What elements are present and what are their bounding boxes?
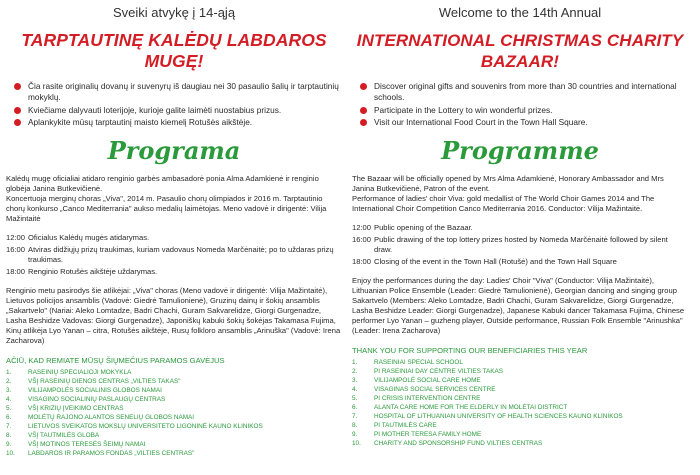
schedule-row <box>6 233 342 243</box>
choir-text: Performance of ladies' choir Viva: gold medallist of The World Choir Games 2014 and The International Choir Competition Canco Mediterrania 2016. Conductor: Vilija Mažintaitė. <box>352 194 655 213</box>
beneficiaries-list <box>352 358 688 448</box>
english-column <box>352 0 688 475</box>
schedule-time: 12:00 <box>352 223 372 232</box>
highlight-item: Participate in the Lottery to win wonderful prizes. <box>360 105 688 116</box>
beneficiary-item: 1. RASEINIŲ SPECIALIOJI MOKYKLA <box>6 369 132 376</box>
schedule-desc: Atviras didžiųjų prizų traukimas, kuriam vadovaus Nomeda Marčėnaitė; po to uždaras prizų traukimas. <box>28 245 334 264</box>
schedule-time: 12:00 <box>6 233 26 242</box>
beneficiary-item: 2. PI RASEINIAI DAY CENTRE VILTIES TAKAS <box>352 368 504 375</box>
thanks-heading: AČIŪ, KAD REMIATE MŪSŲ ŠIŲMEČIUS PARAMOS GAVĖJUS <box>6 356 225 365</box>
schedule-row <box>6 267 342 277</box>
highlight-item: Visit our International Food Court in the Town Hall Square. <box>360 117 688 128</box>
beneficiary-item: 6. MOLĖTŲ RAJONO ALANTOS SENELIŲ GLOBOS NAMAI <box>6 414 195 421</box>
schedule-time: 18:00 <box>352 257 372 266</box>
welcome-line: Welcome to the 14th Annual <box>438 5 602 20</box>
schedule-row <box>352 235 688 255</box>
highlight-item: Discover original gifts and souvenirs from more than 30 countries and international schools. <box>360 81 688 103</box>
beneficiary-item: 3. VILIJAMPOLĖS SOCIALINIS GLOBOS NAMAI <box>6 387 162 394</box>
highlight-item: Aplankykite mūsų tarptautinį maisto kiemelį Rotušės aikštėje. <box>14 117 342 128</box>
beneficiary-item: 9. PI MOTHER TERESA FAMILY HOME <box>352 431 482 438</box>
beneficiary-item: 2. VŠĮ RASEINIŲ DIENOS CENTRAS „VILTIES TAKAS" <box>6 378 181 385</box>
event-headline: TARPTAUTINĘ KALĖDŲ LABDAROS MUGĘ! <box>21 30 327 71</box>
beneficiary-item: 3. VILIJAMPOLĖ SOCIAL CARE HOME <box>352 377 481 384</box>
opening-text: The Bazaar will be officially opened by Mrs Alma Adamkienė, Honorary Ambassador and Mrs Janina Butkevičienė, Patron of the event. <box>352 174 664 193</box>
bullet-dot-icon <box>14 107 21 114</box>
opening-text: Kalėdų mugę oficialiai atidaro renginio garbės ambasadorė ponia Alma Adamkienė ir renginio globėja Janina Butkevičienė. <box>6 174 319 193</box>
bullet-dot-icon <box>360 83 367 90</box>
schedule-desc: Oficialus Kalėdų mugės atidarymas. <box>28 233 150 242</box>
highlight-item: Kviečiame dalyvauti loterijoje, kurioje galite laimėti nuostabius prizus. <box>14 105 342 116</box>
thanks-heading: THANK YOU FOR SUPPORTING OUR BENEFICIARIES THIS YEAR <box>352 346 588 355</box>
bullet-dot-icon <box>14 83 21 90</box>
schedule-desc: Renginio Rotušės aikštėje uždarymas. <box>28 267 158 276</box>
beneficiary-item: 4. VISAGINAS SOCIAL SERVICES CENTRE <box>352 386 496 393</box>
schedule-desc: Public opening of the Bazaar. <box>374 223 473 232</box>
schedule <box>6 233 342 277</box>
schedule-desc: Public drawing of the top lottery prizes hosted by Nomeda Marčėnaitė followed by silent draw. <box>374 235 668 254</box>
beneficiary-item: 6. ALANTA CARE HOME FOR THE ELDERLY IN MOLĖTAI DISTRICT <box>352 404 568 411</box>
performers-text: Enjoy the performances during the day: Ladies' Choir "Viva" (Conductor: Vilija Mažintaitė), Lithuanian Police Ensemble (Leader: Giedrė Tamulionienė), Georgian dancing and singing group Sakartvelo (Members: Aleko Lomtadze, Badri Chachi, Guram Sakvarelidze, Giorgi Gurgenadze, Lasha Beshidze Leader: Giorgi Gurgenadze), Japanese Kabuki dancer Takamasa Fujima, Chinese performer Lyo Yanan – guzheng player, Outside performance, Russian Folk Ensemble "Arinushka" (Leader: Irena Zacharova) <box>352 276 685 335</box>
beneficiary-item: 7. HOSPITAL OF LITHUANIAN UNIVERSITY OF HEALTH SCIENCES KAUNO KLINIKOS <box>352 413 623 420</box>
highlights-list <box>352 81 688 128</box>
beneficiary-item: 10. CHARITY AND SPONSORSHIP FUND VILTIES CENTRAS <box>352 440 543 447</box>
schedule <box>352 223 688 267</box>
beneficiary-item: 9. VŠĮ MOTINOS TERESĖS ŠEIMŲ NAMAI <box>6 441 146 448</box>
beneficiary-item: 5. VŠĮ KRIZIŲ ĮVEIKIMO CENTRAS <box>6 405 124 412</box>
highlight-item: Čia rasite originalių dovanų ir suvenyrų iš daugiau nei 30 pasaulio šalių ir tarptautinių mokyklų. <box>14 81 342 103</box>
schedule-time: 16:00 <box>352 235 372 244</box>
schedule-time: 16:00 <box>6 245 26 254</box>
schedule-row <box>352 223 688 233</box>
bullet-dot-icon <box>14 119 21 126</box>
performers-text: Renginio metu pasirodys šie atlikėjai: „Viva" choras (Meno vadovė ir dirigentė: Vilija Mažintaitė), Lietuvos policijos ansamblis (Vadovė: Giedrė Tamulionienė), Gruzinų dainų ir šokių ansamblis „Sakartvelo" (Nariai: Aleko Lomtadze, Badri Chachi, Guram Sakvarelidze, Giorgi Gurgenadze, Lasha Beshidze Vadovas: Giorgi Gurgenadze), Japoniškų kabuki šokių šokėjas Takamasa Fujima, Kinų atlikėja Lyo Yanan – citra, Rotušės aikštėje, Rusų folkloro ansamblis „Arinuška" (Vadovė: Irena Zacharova) <box>6 286 341 345</box>
bullet-dot-icon <box>360 119 367 126</box>
beneficiaries-list <box>6 368 342 458</box>
highlights-list <box>6 81 342 128</box>
schedule-row <box>352 257 688 267</box>
event-headline: INTERNATIONAL CHRISTMAS CHARITY BAZAAR! <box>356 31 684 71</box>
beneficiary-item: 5. PI CRISIS INTERVENTION CENTRE <box>352 395 481 402</box>
beneficiary-item: 7. LIETUVOS SVEIKATOS MOKSLŲ UNIVERSITETO LIGONINĖ KAUNO KLINIKOS <box>6 423 263 430</box>
programme-heading: Programa <box>107 136 241 165</box>
beneficiary-item: 4. VISAGINO SOCIALINIŲ PASLAUGŲ CENTRAS <box>6 396 166 403</box>
beneficiary-item: 1. RASEINIAI SPECIAL SCHOOL <box>352 359 463 366</box>
bullet-dot-icon <box>360 107 367 114</box>
beneficiary-item: 8. PI TAUTMILĖS CARE <box>352 422 437 429</box>
lithuanian-column <box>6 0 342 475</box>
beneficiary-item: 10. LABDAROS IR PARAMOS FONDAS „VILTIES CENTRAS" <box>6 450 195 457</box>
beneficiary-item: 8. VŠĮ TAUTMILĖS GLOBA <box>6 432 100 439</box>
schedule-row <box>6 245 342 265</box>
schedule-time: 18:00 <box>6 267 26 276</box>
programme-heading: Programme <box>441 136 599 165</box>
welcome-line: Sveiki atvykę į 14-ąją <box>112 5 236 20</box>
schedule-desc: Closing of the event in the Town Hall (Rotušė) and the Town Hall Square <box>374 257 617 266</box>
choir-text: Koncertuoja merginų choras „Viva", 2014 m. Pasaulio chorų olimpiados ir 2016 m. Tarptautinio chorų konkurso „Canco Mediterrania" aukso medalių laimėtojas. Meno vadovė ir dirigentė: Vilija Mažintaitė <box>6 194 327 223</box>
